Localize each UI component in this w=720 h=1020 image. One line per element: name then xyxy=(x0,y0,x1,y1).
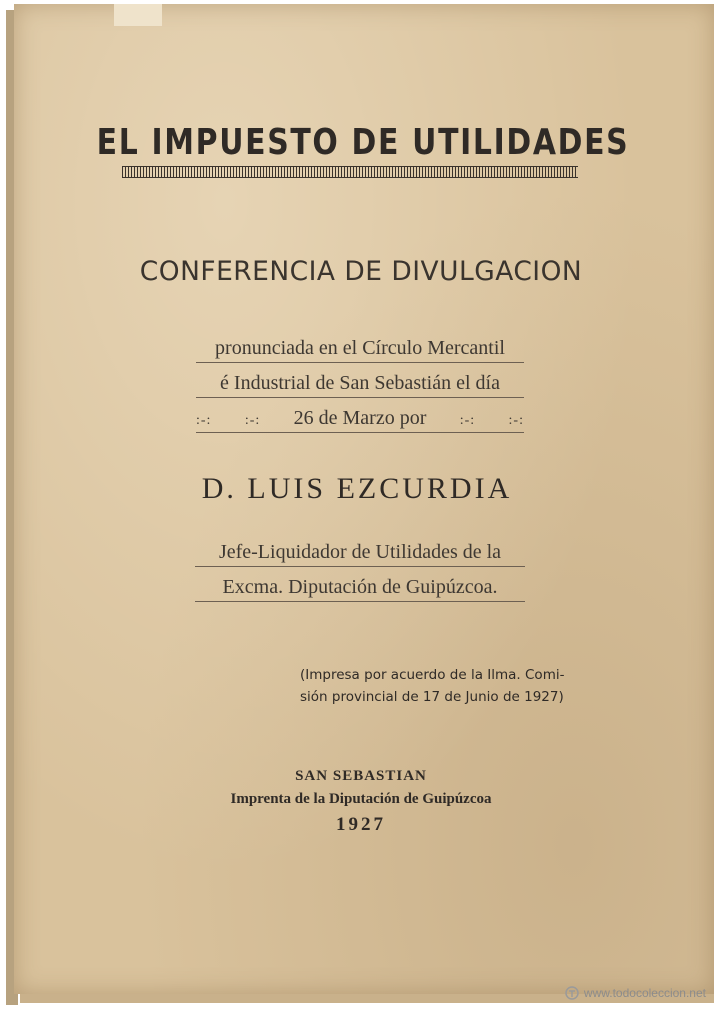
site-watermark xyxy=(565,986,706,1000)
date-deco-right-1: :-: xyxy=(459,413,476,428)
date-deco-left-2: :-: xyxy=(244,413,261,428)
date-deco-right-2: :-: xyxy=(508,413,524,428)
intro-block xyxy=(0,334,720,439)
date-text: 26 de Marzo por xyxy=(293,407,427,429)
imprint-year: 1927 xyxy=(336,814,386,835)
author-role-line-1: Jefe-Liquidador de Utilidades de la xyxy=(195,538,525,567)
printing-note xyxy=(300,664,590,708)
author-name: D. LUIS EZCURDIA xyxy=(201,472,513,505)
imprint-city: SAN SEBASTIAN xyxy=(295,768,427,784)
todocoleccion-logo-icon xyxy=(565,986,579,1000)
printing-note-line-1: (Impresa por acuerdo de la Ilma. Comi- xyxy=(300,667,565,683)
imprint-press: Imprenta de la Diputación de Guipúzcoa xyxy=(230,791,492,807)
title-underline-rule xyxy=(122,166,578,178)
watermark-text: www.todocoleccion.net xyxy=(583,986,706,1000)
document-title: EL IMPUESTO DE UTILIDADES xyxy=(96,122,630,163)
intro-line-1: pronunciada en el Círculo Mercantil xyxy=(196,334,524,363)
intro-line-2: é Industrial de San Sebastián el día xyxy=(196,369,524,398)
author-role-block xyxy=(0,538,720,608)
date-deco-left-1: :-: xyxy=(196,413,212,428)
printing-note-line-2: sión provincial de 17 de Junio de 1927) xyxy=(300,689,564,705)
author-role-line-2: Excma. Diputación de Guipúzcoa. xyxy=(195,573,525,602)
document-subtitle: CONFERENCIA DE DIVULGACION xyxy=(139,256,583,287)
imprint-block xyxy=(0,766,720,838)
torn-corner xyxy=(114,4,162,26)
date-line xyxy=(196,404,524,433)
